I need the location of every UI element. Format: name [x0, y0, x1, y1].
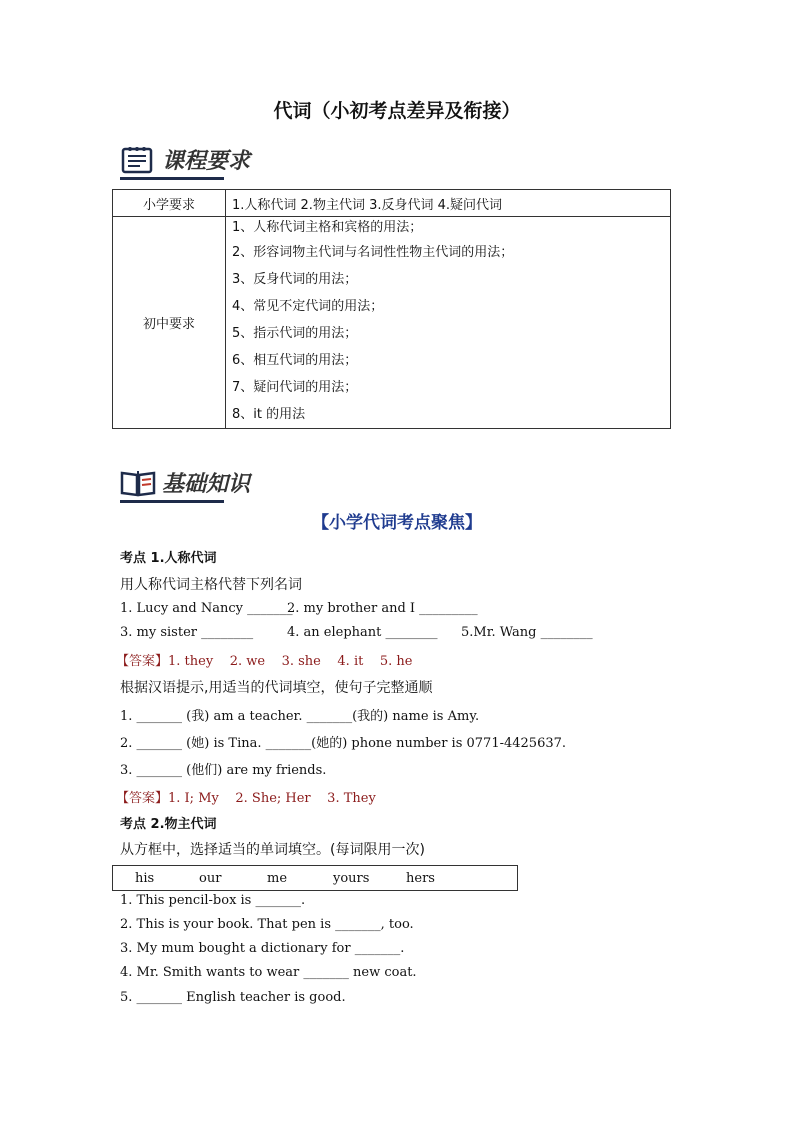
requirement-item: 6、相互代词的用法； [232, 353, 358, 368]
primary-category-cell: 小学要求 [113, 190, 226, 217]
exercise-item: 3. my sister ________ [120, 625, 254, 640]
section-label: 基础知识 [162, 471, 251, 497]
exercise-item: 3. _______ (他们) are my friends. [120, 763, 327, 778]
kp1-instruction: 用人称代词主格代替下列名词 [120, 577, 302, 593]
requirement-item: 8、it 的用法 [232, 407, 306, 422]
junior-content-cell [226, 217, 671, 429]
notepad-icon [120, 144, 156, 174]
exercise-item: 2. my brother and I _________ [287, 601, 478, 616]
focus-title: 【小学代词考点聚焦】 [312, 513, 482, 533]
section-underline [120, 500, 224, 503]
requirement-item: 7、疑问代词的用法； [232, 380, 358, 395]
exercise-item: 5.Mr. Wang ________ [461, 625, 593, 640]
section-header-course-requirements [120, 143, 250, 175]
junior-category-cell: 初中要求 [113, 217, 226, 429]
word-option: hers [406, 870, 435, 886]
primary-content-cell: 1.人称代词 2.物主代词 3.反身代词 4.疑问代词 [226, 190, 671, 217]
answer-label: 【答案】 [116, 654, 169, 669]
exercise-item: 1. _______ (我) am a teacher. _______(我的) name is Amy. [120, 709, 480, 724]
word-option: me [267, 870, 288, 886]
table-row-primary [113, 190, 671, 217]
answer-text: 1. I; My 2. She; Her 3. They [168, 791, 376, 806]
section-label: 课程要求 [162, 148, 251, 174]
table-row-junior [113, 217, 671, 429]
answer-text: 1. they 2. we 3. she 4. it 5. he [168, 654, 413, 669]
requirements-table [112, 189, 671, 429]
exercise-item: 3. My mum bought a dictionary for _______. [120, 941, 405, 956]
exercise-item: 2. _______ (她) is Tina. _______(她的) phone number is 0771-4425637. [120, 736, 567, 751]
requirement-item: 5、指示代词的用法； [232, 326, 358, 341]
requirement-item: 1、人称代词主格和宾格的用法； [232, 220, 423, 235]
kp1-instruction-2: 根据汉语提示,用适当的代词填空，使句子完整通顺 [120, 680, 433, 696]
kp1-heading: 考点 1.人称代词 [120, 551, 217, 566]
word-option: his [135, 870, 155, 886]
exercise-item: 1. This pencil-box is _______. [120, 893, 306, 908]
section-underline [120, 177, 224, 180]
exercise-item: 4. Mr. Smith wants to wear _______ new coat. [120, 965, 417, 980]
kp2-instruction: 从方框中，选择适当的单词填空。(每词限用一次) [120, 842, 425, 858]
requirement-item: 3、反身代词的用法； [232, 272, 358, 287]
page-title: 代词（小初考点差异及衔接） [273, 100, 521, 122]
exercise-item: 5. _______ English teacher is good. [120, 990, 346, 1005]
word-box [112, 865, 518, 891]
answer-line [116, 787, 376, 806]
word-option: yours [333, 870, 370, 886]
word-option: our [199, 870, 222, 886]
answer-line [116, 650, 412, 669]
requirement-item: 2、形容词物主代词与名词性性物主代词的用法； [232, 245, 514, 260]
kp2-heading: 考点 2.物主代词 [120, 817, 217, 832]
exercise-item: 4. an elephant ________ [287, 625, 438, 640]
answer-label: 【答案】 [116, 791, 169, 806]
exercise-item: 2. This is your book. That pen is _______, too. [120, 917, 414, 932]
requirement-item: 4、常见不定代词的用法； [232, 299, 384, 314]
exercise-item: 1. Lucy and Nancy _______ [120, 601, 293, 616]
book-icon [120, 467, 156, 497]
section-header-basic-knowledge [120, 466, 250, 498]
